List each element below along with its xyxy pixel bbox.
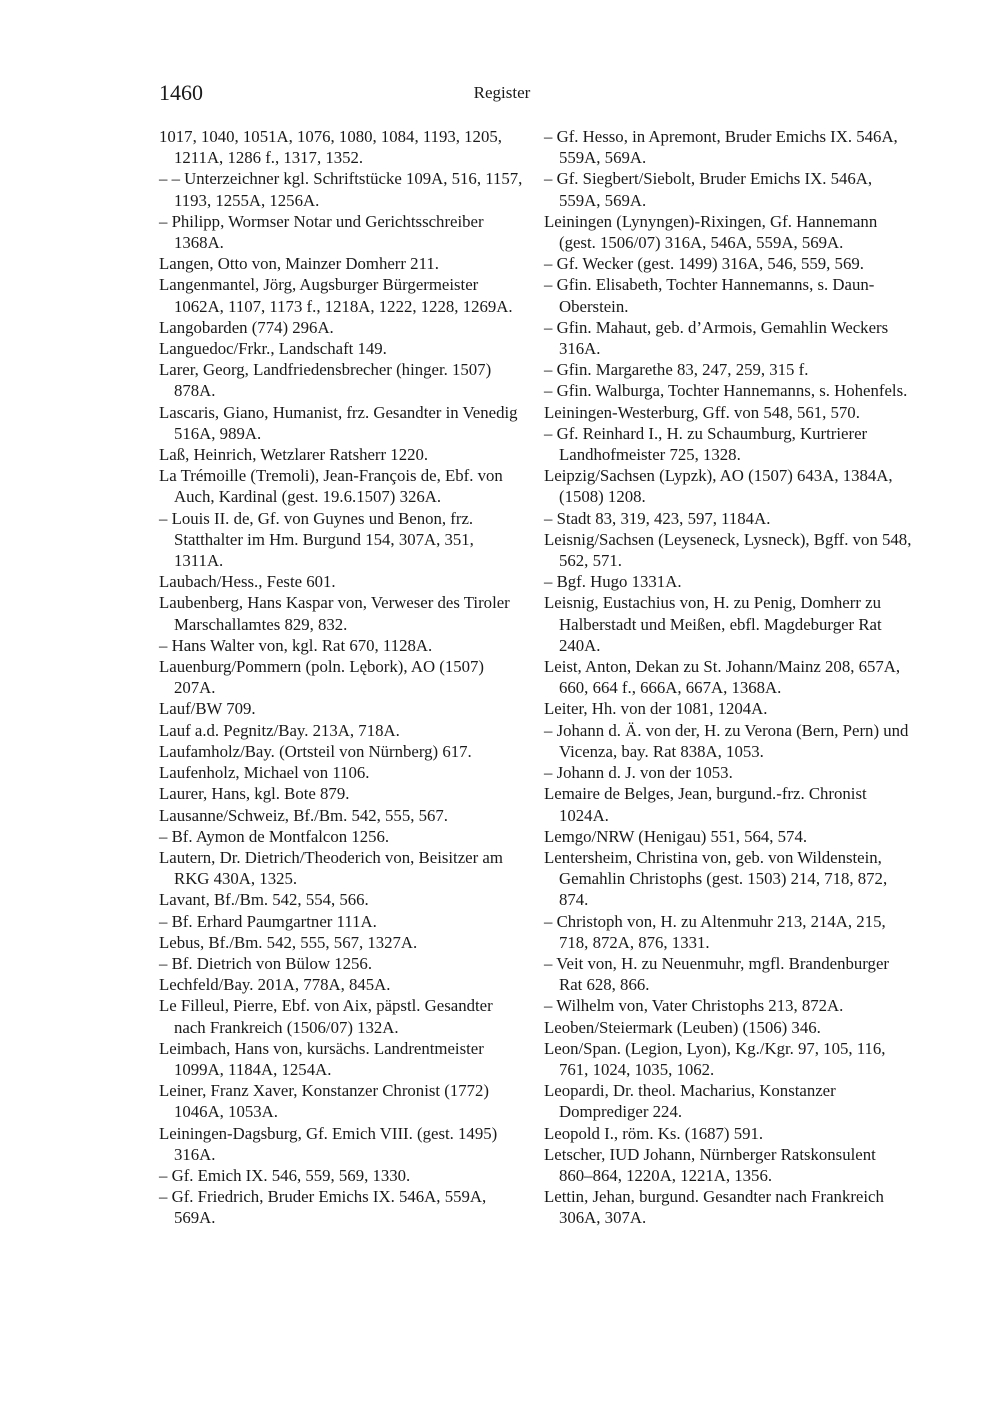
index-entry: Langen, Otto von, Mainzer Domherr 211. — [159, 254, 439, 274]
index-entry: – Wilhelm von, Vater Christophs 213, 872A. — [544, 996, 844, 1016]
index-entry: – Gfin. Margarethe 83, 247, 259, 315 f. — [544, 360, 809, 380]
index-entry: – Gf. Hesso, in Apremont, Bruder Emichs IX. 546A, 559A, 569A. — [544, 127, 898, 168]
index-entry: Lauf/BW 709. — [159, 699, 256, 719]
index-entry: Le Filleul, Pierre, Ebf. von Aix, päpstl. Gesandter nach Frankreich (1506/07) 132A. — [159, 996, 493, 1037]
index-entry: Leopold I., röm. Ks. (1687) 591. — [544, 1123, 764, 1143]
index-entry: – Louis II. de, Gf. von Guynes und Benon, frz. Statthalter im Hm. Burgund 154, 307A, 351, 1311A. — [159, 508, 474, 571]
index-entry: Laß, Heinrich, Wetzlarer Ratsherr 1220. — [159, 445, 429, 465]
index-entry: Laubenberg, Hans Kaspar von, Verweser des Tiroler Marschallamtes 829, 832. — [159, 593, 510, 634]
index-entry: Leiningen-Westerburg, Gff. von 548, 561, 570. — [544, 402, 860, 422]
index-entry: – Johann d. J. von der 1053. — [544, 763, 733, 783]
index-entry: – Hans Walter von, kgl. Rat 670, 1128A. — [159, 635, 433, 655]
index-entry: Leiter, Hh. von der 1081, 1204A. — [544, 699, 768, 719]
page-number: 1460 — [159, 80, 203, 105]
index-entry: – Philipp, Wormser Notar und Gerichtsschreiber 1368A. — [159, 211, 484, 253]
index-entry: – Bgf. Hugo 1331A. — [544, 572, 682, 592]
index-entry: Leist, Anton, Dekan zu St. Johann/Mainz 208, 657A, 660, 664 f., 666A, 667A, 1368A. — [544, 657, 901, 698]
index-entry: Larer, Georg, Landfriedensbrecher (hinger. 1507) 878A. — [159, 360, 492, 401]
index-entry: – Johann d. Ä. von der, H. zu Verona (Bern, Pern) und Vicenza, bay. Rat 838A, 1053. — [544, 720, 909, 761]
index-entry: Langenmantel, Jörg, Augsburger Bürgermeister 1062A, 1107, 1173 f., 1218A, 1222, 1228, 1269A. — [159, 275, 513, 316]
index-entry: Lemgo/NRW (Henigau) 551, 564, 574. — [544, 826, 808, 846]
index-entry: Laufamholz/Bay. (Ortsteil von Nürnberg) 617. — [159, 741, 472, 761]
index-entry: Leiner, Franz Xaver, Konstanzer Chronist (1772) 1046A, 1053A. — [159, 1081, 489, 1122]
index-entry: Lemaire de Belges, Jean, burgund.-frz. Chronist 1024A. — [544, 784, 867, 825]
index-entry: Leisnig/Sachsen (Leyseneck, Lysneck), Bgff. von 548, 562, 571. — [544, 529, 912, 571]
index-entry: – Gfin. Walburga, Tochter Hannemanns, s. Hohenfels. — [544, 381, 908, 401]
index-entry: – – Unterzeichner kgl. Schriftstücke 109A, 516, 1157, 1193, 1255A, 1256A. — [159, 169, 523, 210]
index-entry: Leiningen-Dagsburg, Gf. Emich VIII. (gest. 1495) 316A. — [159, 1123, 498, 1164]
index-entry: La Trémoille (Tremoli), Jean-François de, Ebf. von Auch, Kardinal (gest. 19.6.1507) 326A. — [159, 466, 503, 507]
index-entry: Lebus, Bf./Bm. 542, 555, 567, 1327A. — [159, 932, 418, 952]
index-entry: Languedoc/Frkr., Landschaft 149. — [159, 339, 387, 359]
index-entry: – Gf. Wecker (gest. 1499) 316A, 546, 559, 569. — [544, 254, 864, 274]
index-entry: 1017, 1040, 1051A, 1076, 1080, 1084, 1193, 1205, 1211A, 1286 f., 1317, 1352. — [159, 127, 502, 168]
index-entry: Lavant, Bf./Bm. 542, 554, 566. — [159, 890, 369, 910]
index-entry: Letscher, IUD Johann, Nürnberger Ratskonsulent 860–864, 1220A, 1221A, 1356. — [544, 1144, 876, 1185]
index-entry: – Bf. Aymon de Montfalcon 1256. — [159, 826, 390, 846]
index-entry: Lascaris, Giano, Humanist, frz. Gesandter in Venedig 516A, 989A. — [159, 402, 518, 443]
index-entry: Leon/Span. (Legion, Lyon), Kg./Kgr. 97, 105, 116, 761, 1024, 1035, 1062. — [544, 1038, 886, 1079]
index-entry: Leisnig, Eustachius von, H. zu Penig, Domherr zu Halberstadt und Meißen, ebfl. Magdeburger Rat 240A. — [544, 593, 882, 655]
index-entry: – Gf. Reinhard I., H. zu Schaumburg, Kurtrierer Landhofmeister 725, 1328. — [544, 423, 868, 465]
index-entry: – Gf. Siegbert/Siebolt, Bruder Emichs IX. 546A, 559A, 569A. — [544, 169, 873, 210]
index-column-right — [544, 126, 912, 1229]
index-entry: Lentersheim, Christina von, geb. von Wildenstein, Gemahlin Christophs (gest. 1503) 214, 718, 872, 874. — [544, 847, 888, 910]
index-entry: Laubach/Hess., Feste 601. — [159, 572, 336, 592]
index-entry: Laufenholz, Michael von 1106. — [159, 763, 370, 783]
index-entry: Leipzig/Sachsen (Lypzk), AO (1507) 643A, 1384A, (1508) 1208. — [544, 466, 893, 507]
index-entry: Lautern, Dr. Dietrich/Theoderich von, Beisitzer am RKG 430A, 1325. — [159, 847, 503, 889]
index-entry: – Bf. Erhard Paumgartner 111A. — [159, 911, 377, 931]
index-entry: Lausanne/Schweiz, Bf./Bm. 542, 555, 567. — [159, 805, 448, 825]
index-entry: Langobarden (774) 296A. — [159, 317, 334, 337]
index-entry: Leoben/Steiermark (Leuben) (1506) 346. — [544, 1017, 821, 1037]
index-column-left — [159, 126, 527, 1229]
index-entry: Leopardi, Dr. theol. Macharius, Konstanzer Domprediger 224. — [544, 1081, 836, 1122]
index-entry: – Gfin. Mahaut, geb. d’Armois, Gemahlin Weckers 316A. — [544, 317, 889, 359]
index-entry: Leiningen (Lynyngen)-Rixingen, Gf. Hannemann (gest. 1506/07) 316A, 546A, 559A, 569A. — [544, 211, 878, 253]
index-entry: Laurer, Hans, kgl. Bote 879. — [159, 784, 350, 804]
running-title: Register — [473, 83, 531, 102]
index-entry: – Gf. Friedrich, Bruder Emichs IX. 546A, 559A, 569A. — [159, 1187, 487, 1228]
index-entry: – Stadt 83, 319, 423, 597, 1184A. — [544, 508, 771, 528]
index-entry: – Christoph von, H. zu Altenmuhr 213, 214A, 215, 718, 872A, 876, 1331. — [544, 911, 886, 952]
index-entry: – Gfin. Elisabeth, Tochter Hannemanns, s. Daun-Oberstein. — [544, 275, 875, 316]
index-entry: – Gf. Emich IX. 546, 559, 569, 1330. — [159, 1165, 411, 1185]
index-entry: Lettin, Jehan, burgund. Gesandter nach Frankreich 306A, 307A. — [544, 1187, 884, 1228]
index-entry: Lauenburg/Pommern (poln. Lębork), AO (1507) 207A. — [159, 657, 484, 698]
index-entry: Lechfeld/Bay. 201A, 778A, 845A. — [159, 975, 391, 995]
index-entry: – Veit von, H. zu Neuenmuhr, mgfl. Brandenburger Rat 628, 866. — [544, 953, 889, 995]
index-entry: Leimbach, Hans von, kursächs. Landrentmeister 1099A, 1184A, 1254A. — [159, 1038, 484, 1079]
index-entry: – Bf. Dietrich von Bülow 1256. — [159, 953, 373, 973]
index-entry: Lauf a.d. Pegnitz/Bay. 213A, 718A. — [159, 720, 400, 740]
